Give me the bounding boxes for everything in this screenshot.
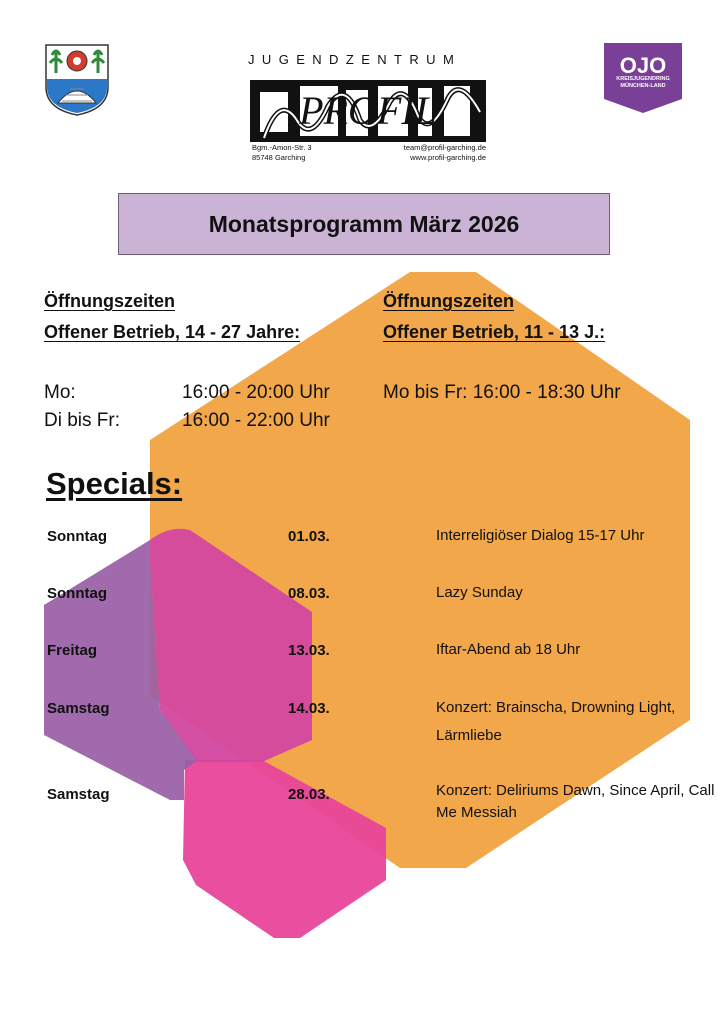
hours-right-heading2: Offener Betrieb, 11 - 13 J.: [383,322,606,342]
hours-row-mo [44,381,76,405]
profil-logo [250,72,486,142]
garching-coat-of-arms-icon [44,43,110,117]
event-date: 13.03. [288,642,330,659]
contact-website: www.profil-garching.de [410,153,486,162]
event-description: Lazy Sunday [436,584,523,601]
event-description: Iftar-Abend ab 18 Uhr [436,641,581,658]
ojo-subtitle-line1: KREISJUGENDRING [616,76,670,82]
hours-day: Di bis Fr: [44,410,120,431]
page-title: Monatsprogramm März 2026 [208,210,520,237]
title-box [118,193,610,255]
address-city: 85748 Garching [252,153,306,162]
event-date: 08.03. [288,585,330,602]
event-description: Konzert: Brainscha, Drowning Light, Lärmliebe [436,699,676,744]
contact-email: team@profil-garching.de [403,143,486,152]
event-day: Freitag [47,642,98,659]
hours-time-mo: 16:00 - 20:00 Uhr [182,382,330,403]
address-block [252,143,362,163]
address-street: Bgm.-Amon-Str. 3 [252,143,312,152]
specials-title: Specials: [46,466,183,501]
event-day: Sonntag [47,585,107,602]
event-day: Sonntag [47,528,107,545]
ojo-logo-text: OJO [619,53,667,78]
hours-row-di-fr [44,409,120,433]
ojo-subtitle [604,76,682,89]
event-day: Samstag [47,700,110,717]
hours-right-heading1: Öffnungszeiten [383,291,514,311]
ojo-subtitle-line2: MÜNCHEN-LAND [620,82,666,89]
event-description: Konzert: Deliriums Dawn, Since April, Call Me Messiah [436,782,715,821]
wordmark-top: JUGENDZENTRUM [248,52,462,67]
hours-day: Mo: [44,382,76,403]
hours-left-heading [44,286,300,348]
event-date: 28.03. [288,786,330,803]
hours-time-di-fr: 16:00 - 22:00 Uhr [182,410,330,431]
profil-logo-text: PROFIL [299,88,437,133]
event-date: 01.03. [288,528,330,545]
hours-left-heading1: Öffnungszeiten [44,291,175,311]
event-day: Samstag [47,786,110,803]
hours-left-heading2: Offener Betrieb, 14 - 27 Jahre: [44,322,301,342]
event-description: Interreligiöser Dialog 15-17 Uhr [436,527,645,544]
hours-right-heading [383,286,605,348]
contact-block [372,143,486,163]
event-date: 14.03. [288,700,330,717]
hours-right-row: Mo bis Fr: 16:00 - 18:30 Uhr [383,382,621,403]
